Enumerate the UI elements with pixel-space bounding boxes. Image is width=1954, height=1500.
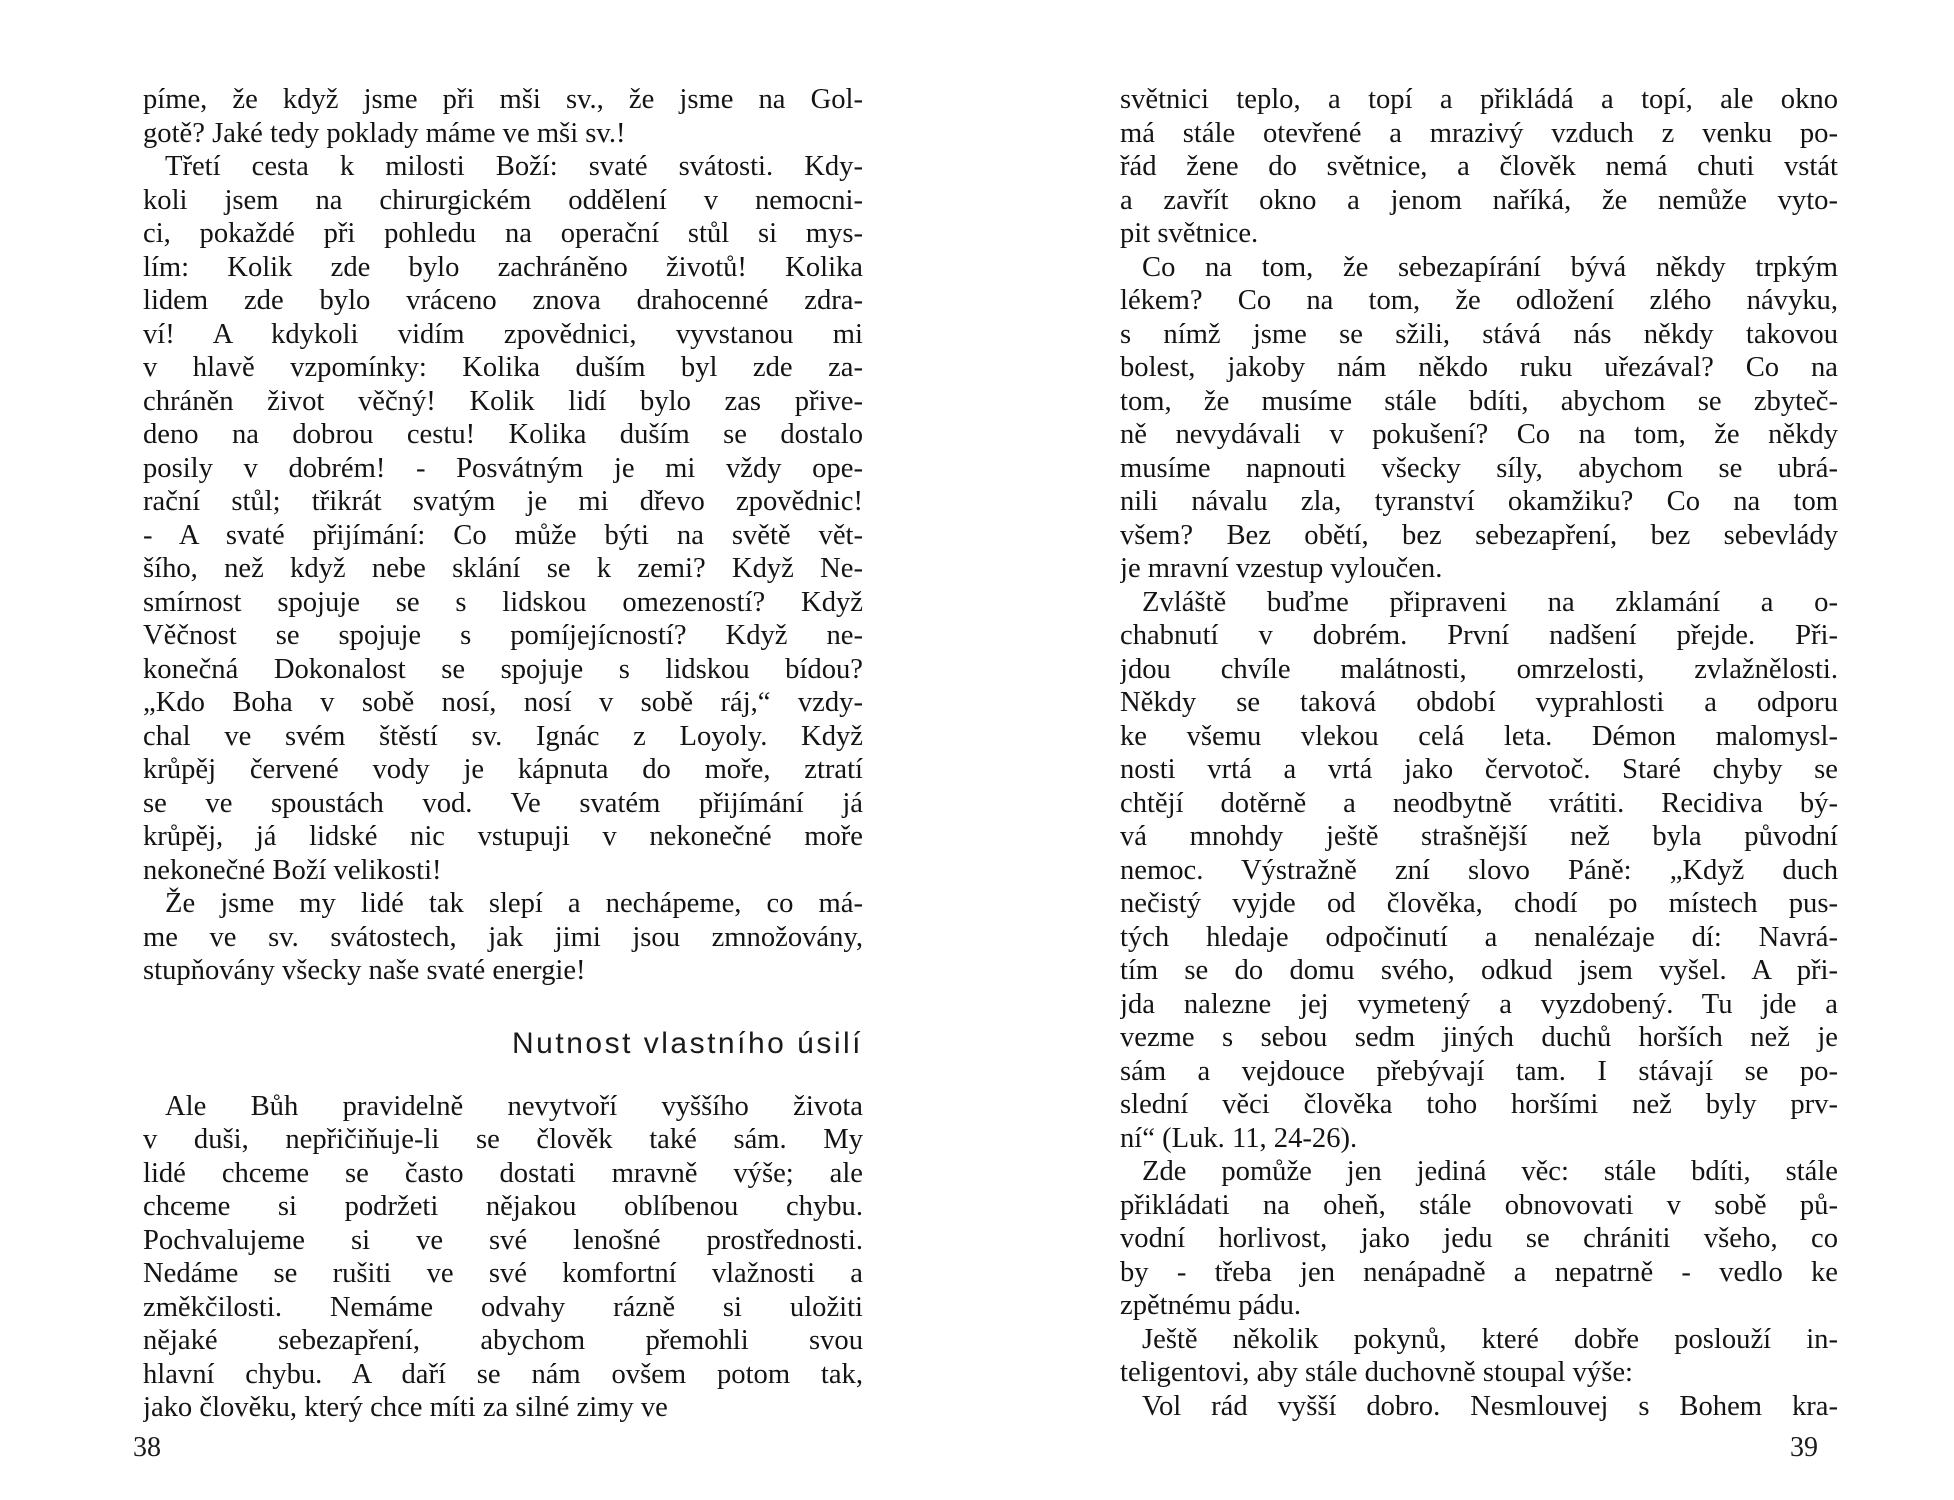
text-line: Třetí cesta k milosti Boží: svaté svátosti. Kdy-: [165, 151, 863, 182]
text-line: Ještě několik pokynů, které dobře poslouží in-: [1142, 1323, 1838, 1355]
text-line: ví! A kdykoli vidím zpovědnici, vyvstanou mi: [143, 318, 863, 350]
right-paragraphs: [1120, 83, 1838, 1423]
paragraph: [1120, 83, 1838, 251]
paragraph: [1120, 1390, 1838, 1424]
text-line: změkčilosti. Nemáme odvahy rázně si uložiti: [143, 1291, 863, 1323]
text-line: posily v dobrém! - Posvátným je mi vždy ope-: [143, 452, 863, 484]
text-line: Že jsme my lidé tak slepí a nechápeme, co má-: [165, 888, 863, 919]
section-heading: Nutnost vlastního úsilí: [512, 1026, 863, 1060]
text-line: vá mnohdy ještě strašnější než byla původní: [1120, 821, 1838, 852]
text-line: chal ve svém štěstí sv. Ignác z Loyoly. Když: [143, 720, 863, 752]
paragraph: [143, 83, 863, 150]
text-line: ní“ (Luk. 11, 24-26).: [1120, 1122, 1358, 1154]
text-line: bolest, jakoby nám někdo ruku uřezával? Co na: [1120, 352, 1838, 383]
text-line: lidem zde bylo vráceno znova drahocenné zdra-: [143, 285, 863, 316]
text-line: konečná Dokonalost se spojuje s lidskou bídou?: [143, 653, 863, 685]
text-line: „Kdo Boha v sobě nosí, nosí v sobě ráj,“ vzdy-: [143, 687, 863, 718]
paragraph: [1120, 1323, 1838, 1390]
text-line: Nedáme se rušiti ve své komfortní vlažnosti a: [143, 1258, 863, 1289]
text-line: má stále otevřené a mrazivý vzduch z venku po-: [1120, 117, 1838, 149]
text-line: - A svaté přijímání: Co může býti na světě vět-: [143, 519, 863, 551]
text-line: ně nevydávali v pokušení? Co na tom, že někdy: [1120, 419, 1838, 450]
text-line: Zde pomůže jen jediná věc: stále bdíti, stále: [1142, 1156, 1838, 1187]
paragraph: [1120, 251, 1838, 586]
text-line: jdou chvíle malátnosti, omrzelosti, zvlažnělosti.: [1120, 653, 1838, 685]
text-line: me ve sv. svátostech, jak jimi jsou zmnožovány,: [143, 921, 863, 953]
text-line: hlavní chybu. A daří se nám ovšem potom tak,: [143, 1358, 863, 1390]
text-line: krůpěj červené vody je kápnuta do moře, ztratí: [143, 754, 863, 785]
text-line: nečistý vyjde od člověka, chodí po místech pus-: [1120, 888, 1838, 919]
text-line: nemoc. Výstražně zní slovo Páně: „Když duch: [1120, 854, 1838, 886]
text-line: v duši, nepřičiňuje-li se člověk také sám. My: [143, 1124, 863, 1155]
text-line: chabnutí v dobrém. První nadšení přejde. Při-: [1120, 620, 1838, 651]
text-line: je mravní vzestup vyloučen.: [1120, 553, 1443, 584]
text-line: pit světnice.: [1120, 218, 1259, 249]
right-text-column: [1120, 83, 1838, 1423]
paragraph: [143, 1090, 863, 1425]
left-paragraphs-before-heading: [143, 83, 863, 988]
text-line: lím: Kolik zde bylo zachráněno životů! Kolika: [143, 251, 863, 283]
text-line: Co na tom, že sebezapírání bývá někdy trpkým: [1142, 251, 1838, 283]
text-line: lidé chceme se často dostati mravně výše; ale: [143, 1157, 863, 1189]
text-line: stupňovány všecky naše svaté energie!: [143, 955, 586, 986]
text-line: přikládati na oheň, stále obnovovati v sobě pů-: [1120, 1189, 1838, 1221]
text-line: musíme napnouti všecky síly, abychom se ubrá-: [1120, 452, 1838, 484]
page-number-right: 39: [1790, 1432, 1818, 1463]
text-line: nili návalu zla, tyranství okamžiku? Co na tom: [1120, 486, 1838, 517]
paragraph: [1120, 1155, 1838, 1323]
text-line: jda nalezne jej vymetený a vyzdobený. Tu jde a: [1120, 988, 1838, 1020]
text-line: deno na dobrou cestu! Kolika duším se dostalo: [143, 419, 863, 450]
text-line: nekonečné Boží velikosti!: [143, 854, 442, 886]
text-line: Ale Bůh pravidelně nevytvoří vyššího života: [165, 1090, 863, 1122]
text-line: s nímž jsme se sžili, stává nás někdy takovou: [1120, 318, 1838, 350]
text-line: vodní horlivost, jako jedu se chrániti všeho, co: [1120, 1223, 1838, 1254]
paragraph: [143, 150, 863, 887]
text-line: světnici teplo, a topí a přikládá a topí, ale okno: [1120, 84, 1838, 115]
text-line: v hlavě vzpomínky: Kolika duším byl zde za-: [143, 352, 863, 383]
text-line: gotě? Jaké tedy poklady máme ve mši sv.!: [143, 117, 626, 149]
text-line: ke všemu vlekou celá leta. Démon malomysl-: [1120, 720, 1838, 752]
text-line: jako člověku, který chce míti za silné zimy ve: [143, 1392, 668, 1423]
paragraph: [143, 887, 863, 988]
text-line: teligentovi, aby stále duchovně stoupal výše:: [1120, 1357, 1633, 1388]
text-line: rační stůl; třikrát svatým je mi dřevo zpovědnic!: [143, 486, 863, 517]
text-line: krůpěj, já lidské nic vstupuji v nekonečné moře: [143, 821, 863, 852]
text-line: vezme s sebou sedm jiných duchů horších než je: [1120, 1022, 1838, 1053]
text-line: všem? Bez obětí, bez sebezapření, bez sebevlády: [1120, 519, 1838, 551]
left-paragraphs-after-heading: [143, 1090, 863, 1425]
text-line: sám a vejdouce přebývají tam. I stávají se po-: [1120, 1055, 1838, 1087]
paragraph: [1120, 586, 1838, 1156]
text-line: chráněn život věčný! Kolik lidí bylo zas přive-: [143, 385, 863, 417]
text-line: chtějí dotěrně a neodbytně vrátiti. Recidiva bý-: [1120, 787, 1838, 819]
text-line: píme, že když jsme při mši sv., že jsme na Gol-: [143, 84, 863, 115]
text-line: šího, než když nebe sklání se k zemi? Když Ne-: [143, 553, 863, 584]
text-line: ci, pokaždé při pohledu na operační stůl si mys-: [143, 218, 863, 249]
text-line: nosti vrtá a vrtá jako červotoč. Staré chyby se: [1120, 754, 1838, 785]
left-text-column: [143, 83, 863, 1425]
text-line: se ve spoustách vod. Ve svatém přijímání já: [143, 787, 863, 819]
text-line: Někdy se taková období vyprahlosti a odporu: [1120, 687, 1838, 718]
text-line: nějaké sebezapření, abychom přemohli svou: [143, 1325, 863, 1356]
text-line: tom, že musíme stále bdíti, abychom se zbyteč-: [1120, 385, 1838, 417]
text-line: Pochvalujeme si ve své lenošné prostřednosti.: [143, 1224, 863, 1256]
right-page: [977, 0, 1954, 1500]
text-line: by - třeba jen nenápadně a nepatrně - vedlo ke: [1120, 1256, 1838, 1288]
text-line: a zavřít okno a jenom naříká, že nemůže vyto-: [1120, 184, 1838, 216]
text-line: řád žene do světnice, a člověk nemá chuti vstát: [1120, 151, 1838, 182]
text-line: koli jsem na chirurgickém oddělení v nemocni-: [143, 184, 863, 216]
text-line: Vol rád vyšší dobro. Nesmlouvej s Bohem kra-: [1142, 1390, 1838, 1422]
text-line: Věčnost se spojuje s pomíjejícností? Když ne-: [143, 620, 863, 651]
text-line: lékem? Co na tom, že odložení zlého návyku,: [1120, 285, 1838, 316]
page-number-left: 38: [133, 1432, 161, 1463]
text-line: chceme si podržeti nějakou oblíbenou chybu.: [143, 1191, 863, 1222]
text-line: zpětnému pádu.: [1120, 1290, 1302, 1321]
text-line: tím se do domu svého, odkud jsem vyšel. A při-: [1120, 955, 1838, 986]
text-line: Zvláště buďme připraveni na zklamání a o-: [1142, 586, 1838, 618]
text-line: smírnost spojuje se s lidskou omezeností? Když: [143, 586, 863, 618]
text-line: slední věci člověka toho horšími než byly prv-: [1120, 1089, 1838, 1120]
text-line: tých hledaje odpočinutí a nenalézaje dí: Navrá-: [1120, 921, 1838, 953]
